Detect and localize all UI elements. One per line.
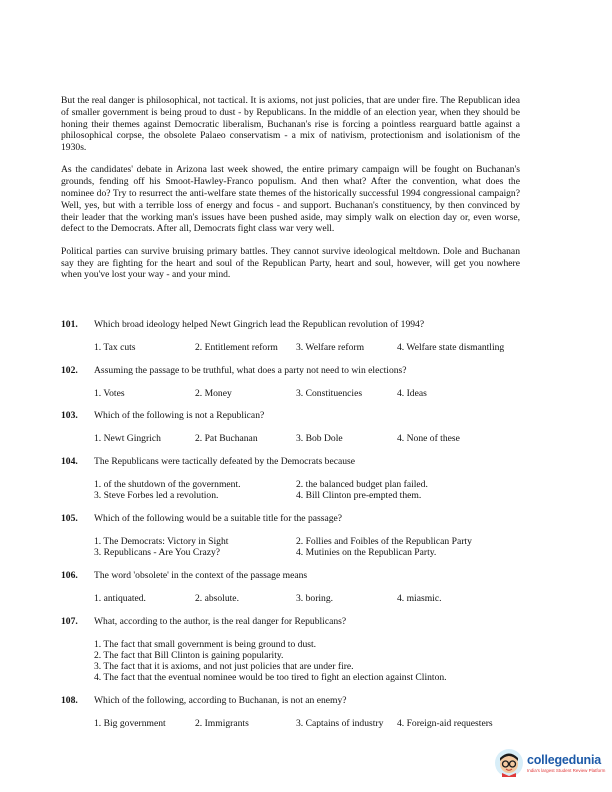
question-stem — [61, 616, 531, 628]
answer-option: 1. The Democrats: Victory in Sight — [94, 536, 229, 548]
answer-options — [94, 536, 531, 558]
question-text: The Republicans were tactically defeated by the Democrats because — [94, 455, 356, 467]
question-text: Which of the following would be a suitable title for the passage? — [94, 513, 343, 525]
question-106 — [61, 570, 531, 604]
answer-option: 4. Bill Clinton pre-empted them. — [296, 489, 422, 501]
answer-option: 3. The fact that it is axioms, and not just policies that are under fire. — [94, 661, 354, 673]
passage-paragraph: As the candidates' debate in Arizona last week showed, the entire primary campaign will be fought on Buchanan's grounds, fending off his Smoot-Hawley-Franco populism. And then what? After the convention, what does the nominee do? Try to resurrect the anti-welfare state themes of the historically successful 1994 congressional campaign? Well, yes, but with a terrible loss of energy and focus - and support. Buchanan's constituency, by then convinced by their leader that the working man's issues have been pushed aside, may simply walk on election day or, even worse, defect to the Democrats. After all, Democrats fight class war very well. — [61, 164, 520, 235]
question-stem — [61, 410, 531, 422]
question-stem — [61, 456, 531, 468]
answer-option: 1. Tax cuts — [94, 342, 136, 353]
question-stem — [61, 570, 531, 582]
answer-option: 3. Constituencies — [296, 388, 363, 400]
answer-options — [94, 388, 531, 399]
question-stem — [61, 513, 531, 525]
question-102 — [61, 365, 531, 399]
brand-name: collegedunia — [527, 753, 602, 767]
answer-option: 2. Immigrants — [195, 718, 249, 730]
answer-option: 2. Pat Buchanan — [195, 433, 258, 445]
question-108 — [61, 695, 531, 729]
question-text: Assuming the passage to be truthful, what does a party not need to win elections? — [94, 365, 407, 377]
question-stem — [61, 319, 531, 331]
answer-option: 4. Welfare state dismantling — [397, 342, 505, 353]
question-number: 104. — [61, 455, 78, 467]
question-stem — [61, 695, 531, 707]
question-104 — [61, 456, 531, 501]
mascot-icon — [495, 749, 523, 777]
answer-option: 4. Ideas — [397, 388, 427, 400]
answer-option: 3. Bob Dole — [296, 433, 343, 445]
answer-option: 1. antiquated. — [94, 593, 146, 605]
question-107 — [61, 616, 531, 684]
answer-option: 1. Big government — [94, 718, 166, 730]
answer-options — [94, 639, 531, 684]
passage-paragraph: Political parties can survive bruising primary battles. They cannot survive ideological meltdown. Dole and Buchanan say they are fighting for the heart and soul of the Republican Party, heart and soul, however, will get you nowhere when you've lost your way - and your mind. — [61, 245, 520, 281]
question-103 — [61, 410, 531, 444]
question-text: The word 'obsolete' in the context of the passage means — [94, 570, 308, 582]
answer-options — [94, 479, 531, 501]
answer-options — [94, 593, 531, 604]
question-text: Which of the following is not a Republican? — [94, 410, 265, 422]
answer-option: 4. The fact that the eventual nominee would be too tired to fight an election against Clinton. — [94, 672, 447, 684]
answer-option: 4. Foreign-aid requesters — [397, 718, 493, 730]
answer-option: 3. Captains of industry — [296, 718, 384, 730]
answer-option: 1. Votes — [94, 388, 125, 400]
answer-option: 4. Mutinies on the Republican Party. — [296, 547, 437, 559]
question-number: 107. — [61, 615, 78, 627]
answer-option: 3. Republicans - Are You Crazy? — [94, 547, 221, 559]
collegedunia-logo — [495, 743, 610, 783]
question-number: 105. — [61, 513, 78, 525]
answer-option: 4. miasmic. — [397, 593, 442, 605]
question-number: 106. — [61, 570, 78, 582]
question-number: 101. — [61, 319, 78, 330]
answer-option: 1. Newt Gingrich — [94, 433, 161, 445]
answer-option: 2. the balanced budget plan failed. — [296, 478, 428, 490]
brand-tagline: India's largest Student Review Platform — [527, 768, 606, 773]
answer-options — [94, 433, 531, 444]
question-text: What, according to the author, is the real danger for Republicans? — [94, 615, 347, 627]
passage-paragraph: But the real danger is philosophical, not tactical. It is axioms, not just policies, that are under fire. The Republican idea of smaller government is being proud to dust - by Republicans. In the middle of an election year, when they should be honing their themes against Democratic liberalism, Buchanan's rise is forcing a pointless rearguard battle against a philosophical corpse, the obsolete Palaeo conservatism - a mix of nativism, protectionism and isolationism of the 1930s. — [61, 95, 520, 154]
answer-option: 1. The fact that small government is being ground to dust. — [94, 638, 317, 650]
question-text: Which of the following, according to Buchanan, is not an enemy? — [94, 695, 347, 707]
answer-option: 4. None of these — [397, 433, 460, 445]
question-101 — [61, 319, 531, 353]
question-number: 103. — [61, 410, 78, 422]
answer-option: 1. of the shutdown of the government. — [94, 478, 241, 490]
answer-option: 2. Money — [195, 388, 232, 400]
question-text: Which broad ideology helped Newt Gingrich lead the Republican revolution of 1994? — [94, 319, 425, 330]
answer-option: 2. absolute. — [195, 593, 239, 605]
answer-options — [94, 342, 531, 353]
question-list — [61, 319, 531, 730]
question-105 — [61, 513, 531, 558]
answer-option: 3. Steve Forbes led a revolution. — [94, 489, 219, 501]
question-number: 102. — [61, 365, 78, 377]
answer-option: 2. The fact that Bill Clinton is gaining popularity. — [94, 649, 284, 661]
answer-option: 3. boring. — [296, 593, 334, 605]
answer-option: 3. Welfare reform — [296, 342, 365, 353]
question-number: 108. — [61, 695, 78, 707]
answer-options — [94, 718, 531, 729]
question-stem — [61, 365, 531, 377]
passage — [61, 95, 520, 292]
answer-option: 2. Follies and Foibles of the Republican Party — [296, 536, 472, 548]
answer-option: 2. Entitlement reform — [195, 342, 278, 353]
